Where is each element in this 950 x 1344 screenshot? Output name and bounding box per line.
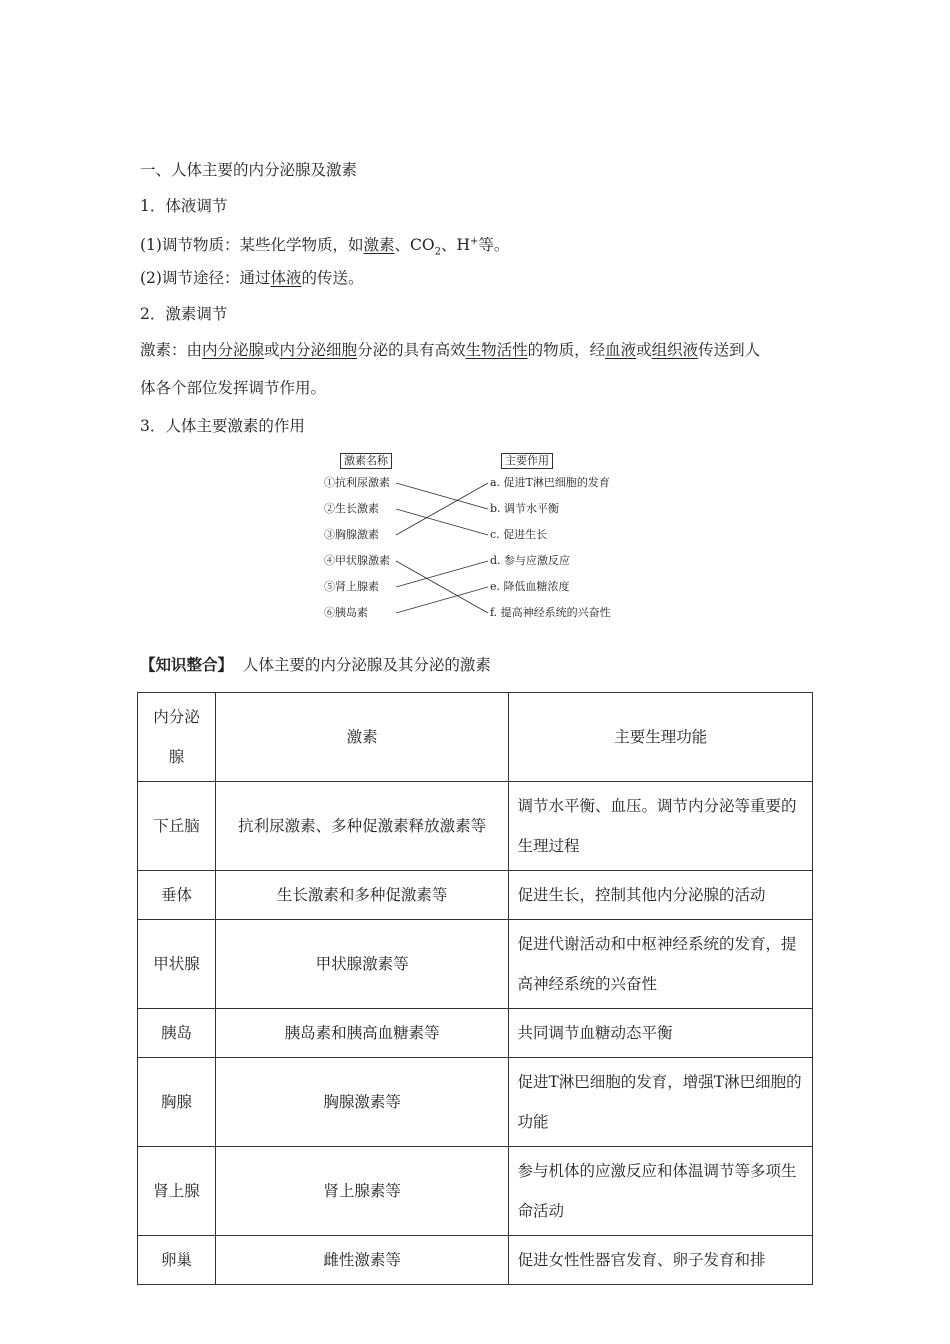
left-item: ④甲状腺激素 <box>324 554 390 567</box>
table-row <box>138 1058 813 1147</box>
table-row <box>138 1009 813 1058</box>
header-cell: 内分泌腺 <box>138 693 216 782</box>
hormone-cell: 雌性激素等 <box>215 1236 509 1285</box>
gland-cell: 下丘脑 <box>138 782 216 871</box>
header-cell: 主要生理功能 <box>509 693 813 782</box>
match-line <box>396 561 488 613</box>
right-item: e. 降低血糖浓度 <box>490 580 570 593</box>
gland-cell: 胰岛 <box>138 1009 216 1058</box>
hormone-definition: 激素：由内分泌腺或内分泌细胞分泌的具有高效生物活性的物质，经血液或组织液传送到人 <box>140 341 761 359</box>
hormone-cell: 抗利尿激素、多种促激素释放激素等 <box>215 782 509 871</box>
paragraph-regulating-substances: (1)调节物质：某些化学物质，如激素、$CO_2$、H+等。 <box>140 236 510 258</box>
hormone-matching-diagram <box>320 450 640 625</box>
paragraph-regulating-pathway: (2)调节途径：通过体液的传送。 <box>140 269 364 287</box>
function-cell: 促进女性性器官发育、卵子发育和排 <box>509 1236 813 1285</box>
right-item: c. 促进生长 <box>490 528 548 541</box>
knowledge-integration-title: 【知识整合】 人体主要的内分泌腺及其分泌的激素 <box>140 655 491 674</box>
right-header: 主要作用 <box>501 453 553 469</box>
left-item: ⑤肾上腺素 <box>324 580 379 593</box>
hormone-cell: 生长激素和多种促激素等 <box>215 871 509 920</box>
function-cell: 参与机体的应激反应和体温调节等多项生命活动 <box>509 1147 813 1236</box>
heading-hormone-regulation: 2．激素调节 <box>140 305 228 323</box>
match-line <box>396 561 488 587</box>
left-item: ⑥胰岛素 <box>324 606 368 619</box>
function-cell: 促进T淋巴细胞的发育，增强T淋巴细胞的功能 <box>509 1058 813 1147</box>
right-item: d. 参与应激反应 <box>490 554 571 567</box>
gland-cell: 肾上腺 <box>138 1147 216 1236</box>
left-item: ③胸腺激素 <box>324 528 379 541</box>
function-cell: 促进代谢活动和中枢神经系统的发育，提高神经系统的兴奋性 <box>509 920 813 1009</box>
endocrine-gland-table <box>137 692 813 1285</box>
hormone-cell: 甲状腺激素等 <box>215 920 509 1009</box>
table-row <box>138 920 813 1009</box>
heading-main-hormones-function: 3．人体主要激素的作用 <box>140 417 305 435</box>
right-item: b. 调节水平衡 <box>490 502 560 515</box>
function-cell: 促进生长，控制其他内分泌腺的活动 <box>509 871 813 920</box>
table-row <box>138 871 813 920</box>
hormone-definition-line2: 体各个部位发挥调节作用。 <box>140 379 327 397</box>
match-line <box>396 483 488 509</box>
hormone-cell: 胸腺激素等 <box>215 1058 509 1147</box>
match-line <box>396 587 488 613</box>
hormone-cell: 胰岛素和胰高血糖素等 <box>215 1009 509 1058</box>
section-title: 一、人体主要的内分泌腺及激素 <box>140 161 358 179</box>
highlight-body-fluid: 体液 <box>270 269 302 287</box>
table-row <box>138 1147 813 1236</box>
highlight-hormone: 激素 <box>363 236 395 255</box>
left-item: ②生长激素 <box>324 502 379 515</box>
table-row <box>138 1236 813 1285</box>
heading-body-fluid-regulation: 1．体液调节 <box>140 197 228 215</box>
left-item: ①抗利尿激素 <box>324 476 390 489</box>
left-header: 激素名称 <box>340 453 392 469</box>
function-cell: 共同调节血糖动态平衡 <box>509 1009 813 1058</box>
table-header-row <box>138 693 813 782</box>
gland-cell: 胸腺 <box>138 1058 216 1147</box>
right-item: f. 提高神经系统的兴奋性 <box>490 606 611 619</box>
table-row <box>138 782 813 871</box>
hormone-cell: 肾上腺素等 <box>215 1147 509 1236</box>
gland-cell: 卵巢 <box>138 1236 216 1285</box>
match-line <box>396 483 488 535</box>
header-cell: 激素 <box>215 693 509 782</box>
function-cell: 调节水平衡、血压。调节内分泌等重要的生理过程 <box>509 782 813 871</box>
right-item: a. 促进T淋巴细胞的发育 <box>490 476 610 489</box>
gland-cell: 垂体 <box>138 871 216 920</box>
gland-cell: 甲状腺 <box>138 920 216 1009</box>
match-line <box>396 509 488 535</box>
